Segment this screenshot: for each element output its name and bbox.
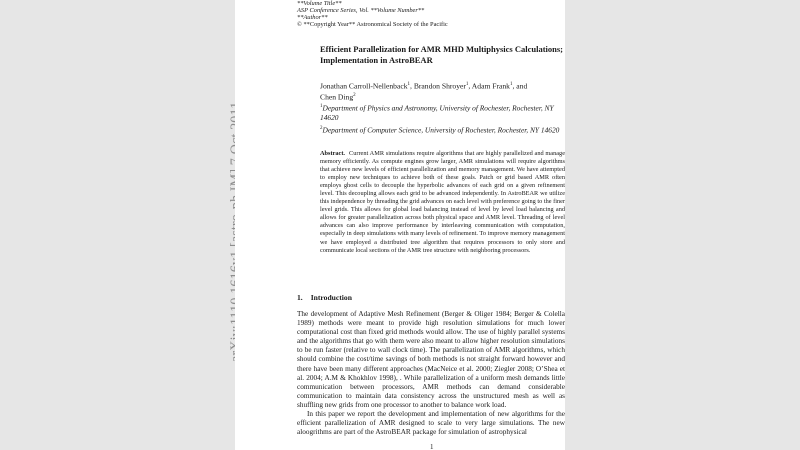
affiliation-mark: 1 xyxy=(509,82,513,87)
body-text xyxy=(297,310,565,437)
author-conjunction: , and xyxy=(512,81,528,91)
affiliation-text: Department of Computer Science, University of Rochester, Rochester, NY 14620 xyxy=(322,125,560,135)
author-name: Brandon Shroyer xyxy=(413,81,466,91)
section-title: Introduction xyxy=(310,293,352,302)
author-placeholder: **Author** xyxy=(297,14,328,21)
author-list xyxy=(320,80,560,102)
section-number: 1. xyxy=(297,293,303,302)
abstract-label: Abstract. xyxy=(320,150,346,157)
paragraph: The development of Adaptive Mesh Refinement (Berger & Oliger 1984; Berger & Colella 1989) methods were meant to provide high resolution simulations for much lower computational cost than fixed grid methods would allow. The use of highly parallel systems and the algorithms that go with them were also meant to allow higher resolution simulations to be run faster (relative to wall clock time). The parallelization of AMR algorithms, which should combine the cost/time savings of both methods is not straight forward however and there have been many different approaches (MacNeice et al. 2000; Ziegler 2008; O’Shea et al. 2004; A.M & Khokhlov 1998), . While parallelization of a uniform mesh demands little communication between processors, AMR methods can demand considerable communication to maintain data consistency across the unstructured mesh as well as shuffling new grids from one processor to another to balance work load. xyxy=(297,310,565,409)
affiliation-mark: 1 xyxy=(407,82,411,87)
paragraph: In this paper we report the development and implementation of new algorithms for the efficient parallelization of AMR designed to scale to very large simulations. The new aloogrithms are part of the AstroBEAR package for simulation of astrophysical xyxy=(297,410,565,437)
author-separator: , xyxy=(468,81,472,91)
affiliation-mark: 2 xyxy=(320,126,323,131)
volume-title: **Volume Title** xyxy=(297,0,342,7)
affiliation-text: Department of Physics and Astronomy, University of Rochester, Rochester, NY 14620 xyxy=(320,103,554,122)
affiliation-mark: 1 xyxy=(465,82,469,87)
abstract-text: Current AMR simulations require algorithms that are highly parallelized and manage memory efficiently. As compute engines grow larger, AMR simulations will require algorithms that achieve new levels of efficient parallelization and memory management. We have attempted to employ new techniques to achieve both of these goals. Patch or grid based AMR often employs ghost cells to decouple the hyperbolic advances of each grid on a given refinement level. This decoupling allows each grid to be advanced independently. In AstroBEAR we utilize this independence by threading the grid advances on each level with preference going to the finer level grids. This allows for global load balancing instead of level by level load balancing and allows for greater parallelization across both physical space and AMR level. Threading of level advances can also improve performance by interleaving communication with computation, especially in deep simulations with many levels of refinement. To improve memory management we have employed a distributed tree algorithm that requires processors to only store and communicate local sections of the AMR tree structure with neighboring processors. xyxy=(320,150,565,254)
paper-title: Efficient Parallelization for AMR MHD Multiphysics Calculations; Implementation in AstroBEAR xyxy=(320,44,564,65)
conference-series: ASP Conference Series, Vol. **Volume Number** xyxy=(297,7,425,14)
author-name: Jonathan Carroll-Nellenback xyxy=(320,81,408,91)
section-heading xyxy=(297,293,352,302)
author-separator: , xyxy=(410,81,414,91)
affiliation-2 xyxy=(320,124,565,135)
author-name: Adam Frank xyxy=(471,81,510,91)
abstract xyxy=(320,150,565,255)
affiliation-mark: 1 xyxy=(320,104,323,109)
affiliation-mark: 2 xyxy=(353,93,356,99)
author-name: Chen Ding xyxy=(320,92,354,102)
paper-page xyxy=(235,0,565,450)
page-number: 1 xyxy=(430,443,434,450)
affiliation-1 xyxy=(320,102,565,122)
copyright-line: © **Copyright Year** Astronomical Society of the Pacific xyxy=(297,21,448,28)
